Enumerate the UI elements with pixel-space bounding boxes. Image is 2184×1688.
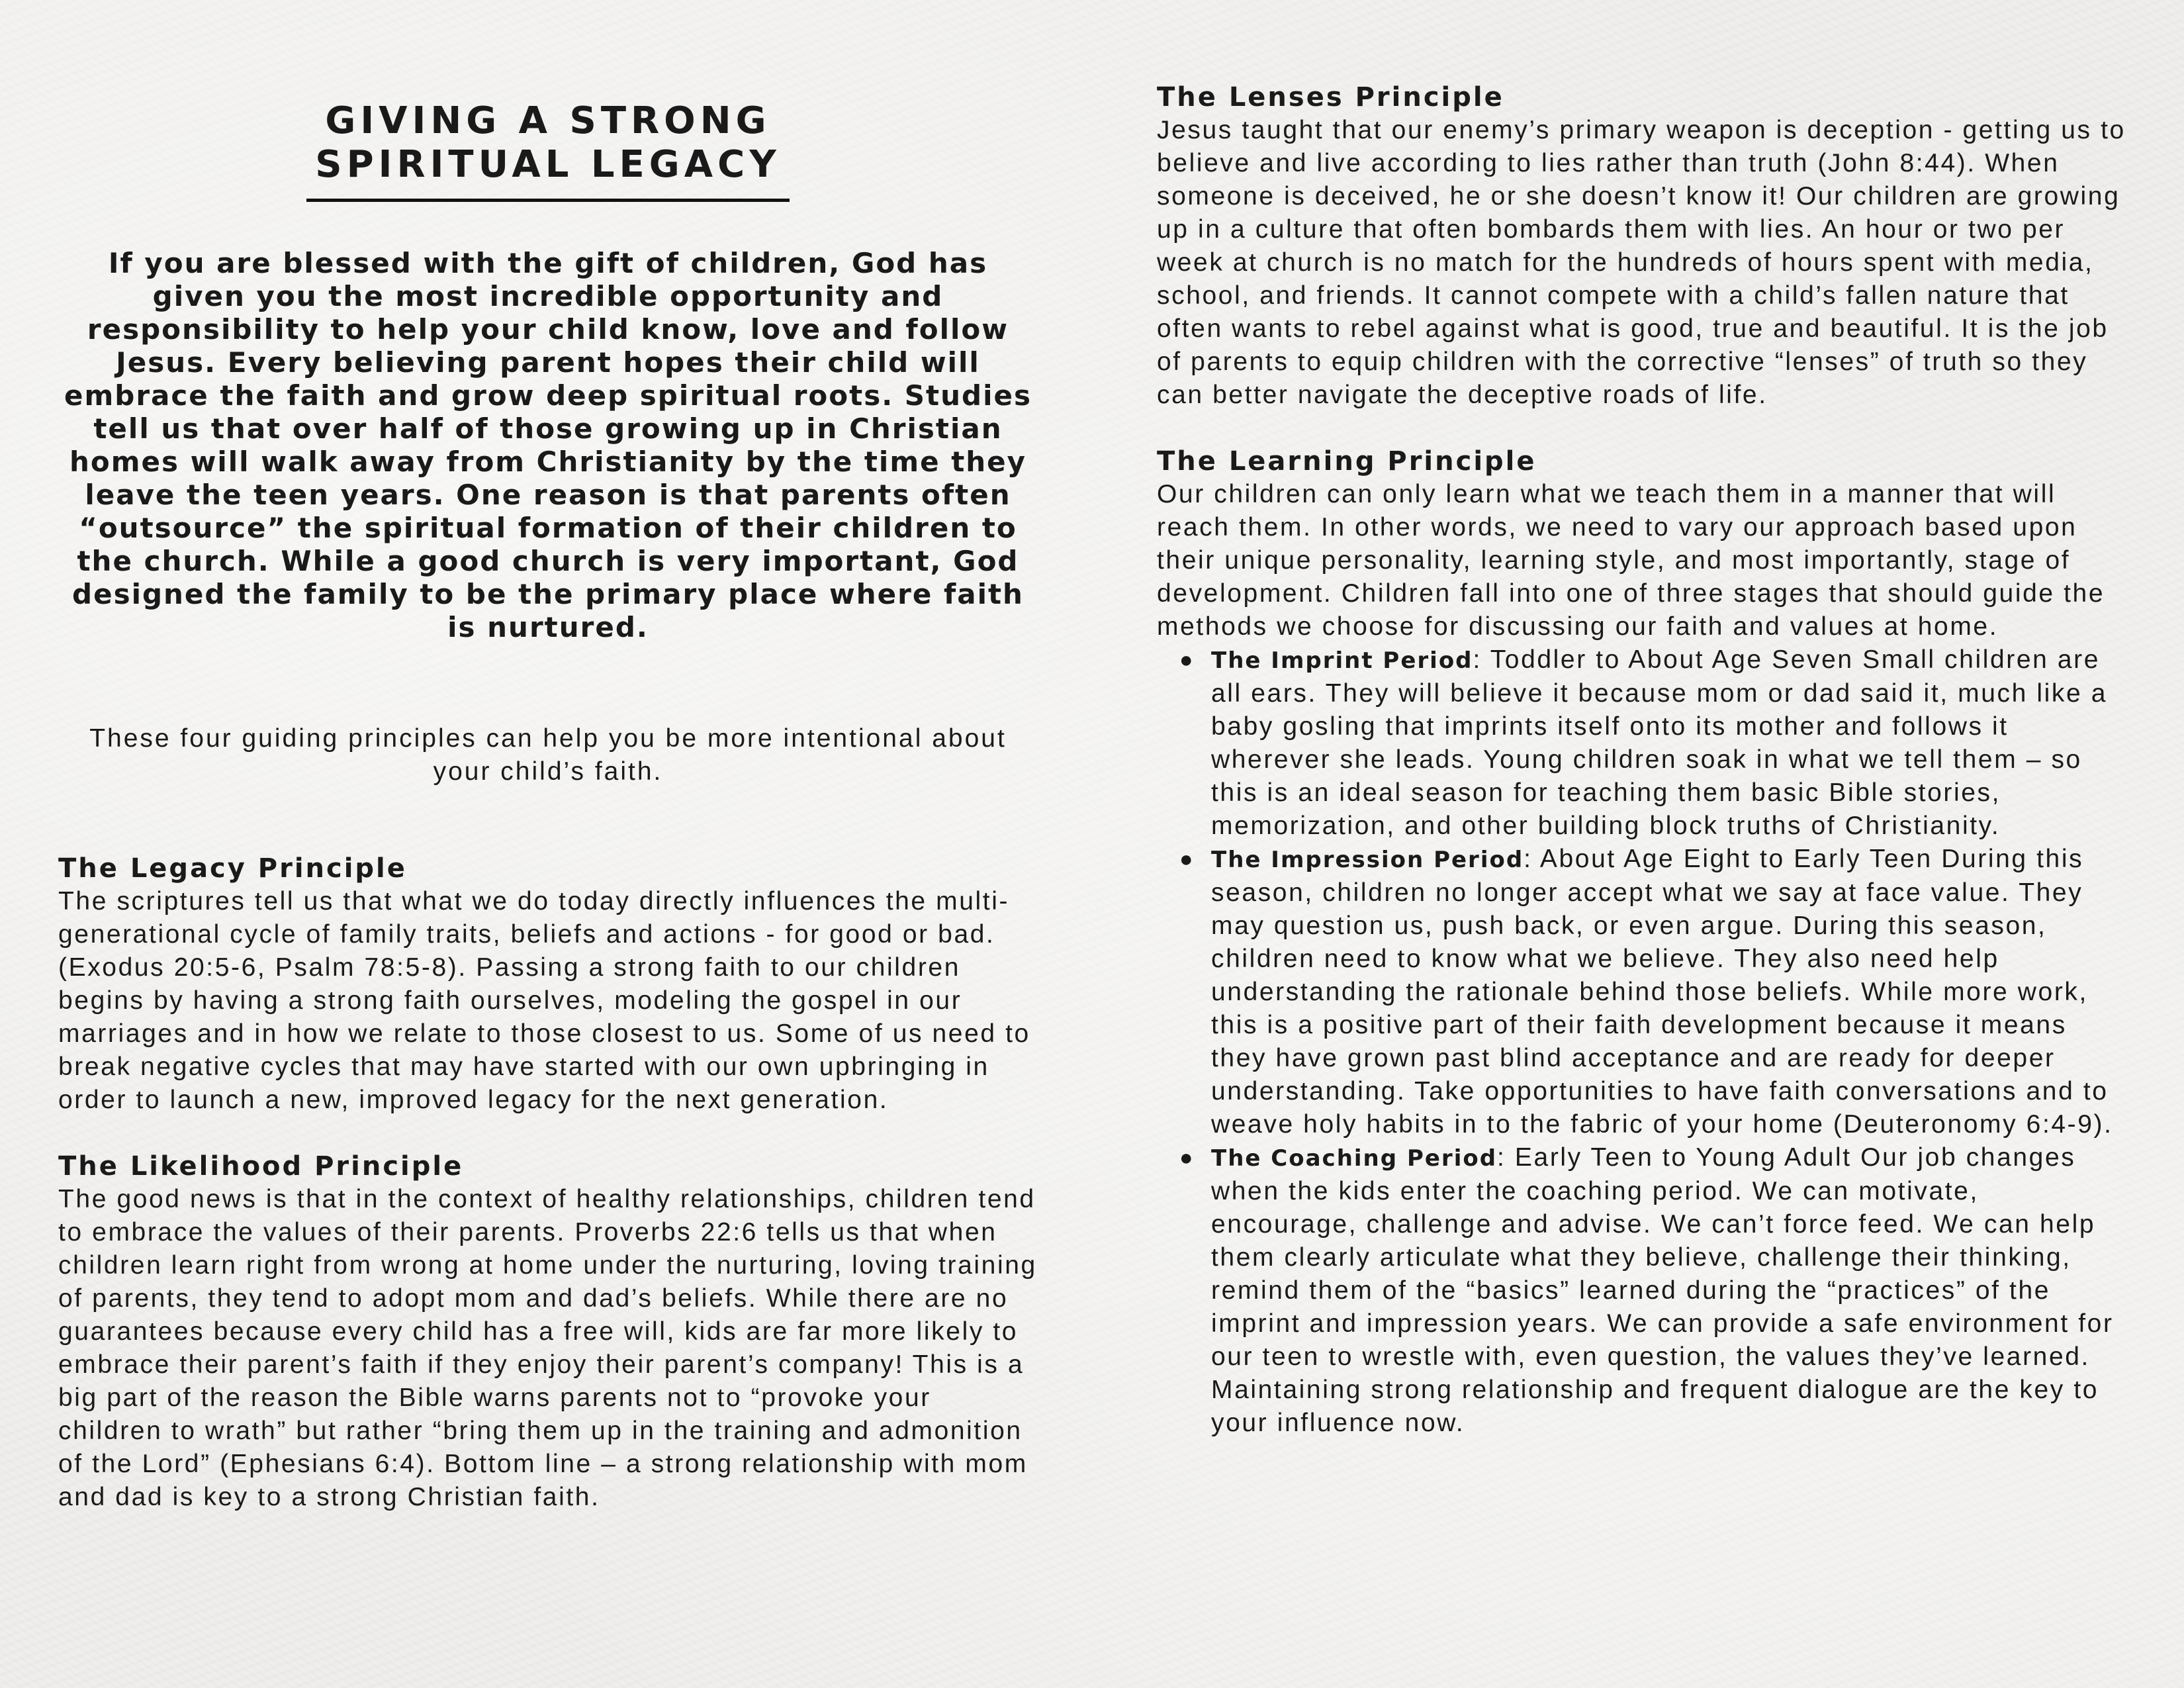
period-text-coaching: : Early Teen to Young Adult Our job changes when the kids enter the coaching period. We can motivate, encourage, challenge and advise. We can’t force feed. We can help them clearly articulate what they believe, challenge their thinking, remind them of the “basics” learned during the “practices” of the imprint and impression years. We can provide a safe environment for our teen to wrestle with, even question, the values they’ve learned. Maintaining strong relationship and frequent dialogue are the key to your influence now. bbox=[1211, 1143, 2114, 1437]
intro-paragraph: If you are blessed with the gift of children, God has given you the most incredible opportunity and responsibility to help your child know, love and follow Jesus. Every believing parent hopes their child will embrace the faith and grow deep spiritual roots. Studies tell us that over half of those growing up in Christian homes will walk away from Christianity by the time they leave the teen years. One reason is that parents often “outsource” the spiritual formation of their children to the church. While a good church is very important, God designed the family to be the primary place where faith is nurtured. bbox=[64, 247, 1032, 643]
period-text-impression: : About Age Eight to Early Teen During this season, children no longer accept what we say at face value. They may question us, push back, or even argue. During this season, children need to know what we believe. They also need help understanding the rationale behind those beliefs. While more work, this is a positive part of their faith development because it means they have grown past blind acceptance and are ready for deeper understanding. Take opportunities to have faith conversations and to weave holy habits in to the fabric of your home (Deuteronomy 6:4-9). bbox=[1211, 845, 2113, 1139]
period-imprint bbox=[1179, 643, 2130, 843]
page-title-line-1: GIVING A STRONG bbox=[325, 99, 771, 142]
principles-lead: These four guiding principles can help you be more intentional about your child’s faith. bbox=[89, 724, 1007, 786]
title-underline bbox=[306, 199, 790, 202]
right-column bbox=[1157, 81, 2130, 1440]
section-body-legacy: The scriptures tell us that what we do today directly influences the multi-generational cycle of family traits, beliefs and actions - for good or bad. (Exodus 20:5-6, Psalm 78:5-8). Passing a strong faith to our children begins by having a strong faith ourselves, modeling the gospel in our marriages and in how we relate to those closest to us. Some of us need to break negative cycles that may have started with our own upbringing in order to launch a new, improved legacy for the next generation. bbox=[58, 887, 1030, 1114]
period-impression bbox=[1179, 843, 2130, 1141]
bullet-icon: ● bbox=[1179, 1145, 1195, 1170]
section-heading-likelihood: The Likelihood Principle bbox=[58, 1151, 464, 1182]
section-heading-lenses: The Lenses Principle bbox=[1157, 82, 1504, 113]
period-name-impression: The Impression Period bbox=[1211, 847, 1524, 873]
development-periods-list bbox=[1157, 643, 2130, 1440]
section-heading-legacy: The Legacy Principle bbox=[58, 853, 407, 884]
period-name-coaching: The Coaching Period bbox=[1211, 1145, 1498, 1172]
section-heading-learning: The Learning Principle bbox=[1157, 446, 1537, 477]
section-body-lenses: Jesus taught that our enemy’s primary weapon is deception - getting us to believe and live according to lies rather than truth (John 8:44). When someone is deceived, he or she doesn’t know it! Our children are growing up in a culture that often bombards them with lies. An hour or two per week at church is no match for the hundreds of hours spent with media, school, and friends. It cannot compete with a child’s fallen nature that often wants to rebel against what is good, true and beautiful. It is the job of parents to equip children with the corrective “lenses” of truth so they can better navigate the deceptive roads of life. bbox=[1157, 116, 2126, 409]
bullet-icon: ● bbox=[1179, 847, 1195, 872]
section-body-likelihood: The good news is that in the context of healthy relationships, children tend to embrace the values of their parents. Proverbs 22:6 tells us that when children learn right from wrong at home under the nurturing, loving training of parents, they tend to adopt mom and dad’s beliefs. While there are no guarantees because every child has a free will, kids are far more likely to embrace their parent’s faith if they enjoy their parent’s company! This is a big part of the reason the Bible warns parents not to “provoke your children to wrath” but rather “bring them up in the training and admonition of the Lord” (Ephesians 6:4). Bottom line – a strong relationship with mom and dad is key to a strong Christian faith. bbox=[58, 1185, 1037, 1511]
page-title bbox=[277, 99, 819, 187]
left-column bbox=[58, 99, 1038, 1514]
period-coaching bbox=[1179, 1141, 2130, 1440]
section-learning bbox=[1157, 445, 2130, 1440]
section-body-learning: Our children can only learn what we teach them in a manner that will reach them. In other words, we need to vary our approach based upon their unique personality, learning style, and most importantly, stage of development. Children fall into one of three stages that should guide the methods we choose for discussing our faith and values at home. bbox=[1157, 480, 2105, 641]
period-text-imprint: : Toddler to About Age Seven Small children are all ears. They will believe it because mom or dad said it, much like a baby gosling that imprints itself onto its mother and follows it wherever she leads. Young children soak in what we tell them – so this is an ideal season for teaching them basic Bible stories, memorization, and other building block truths of Christianity. bbox=[1211, 645, 2107, 840]
section-likelihood bbox=[58, 1150, 1038, 1514]
section-lenses bbox=[1157, 81, 2130, 412]
bullet-icon: ● bbox=[1179, 647, 1195, 673]
period-name-imprint: The Imprint Period bbox=[1211, 647, 1473, 674]
section-legacy bbox=[58, 852, 1038, 1117]
page-title-line-2: SPIRITUAL LEGACY bbox=[315, 143, 781, 186]
